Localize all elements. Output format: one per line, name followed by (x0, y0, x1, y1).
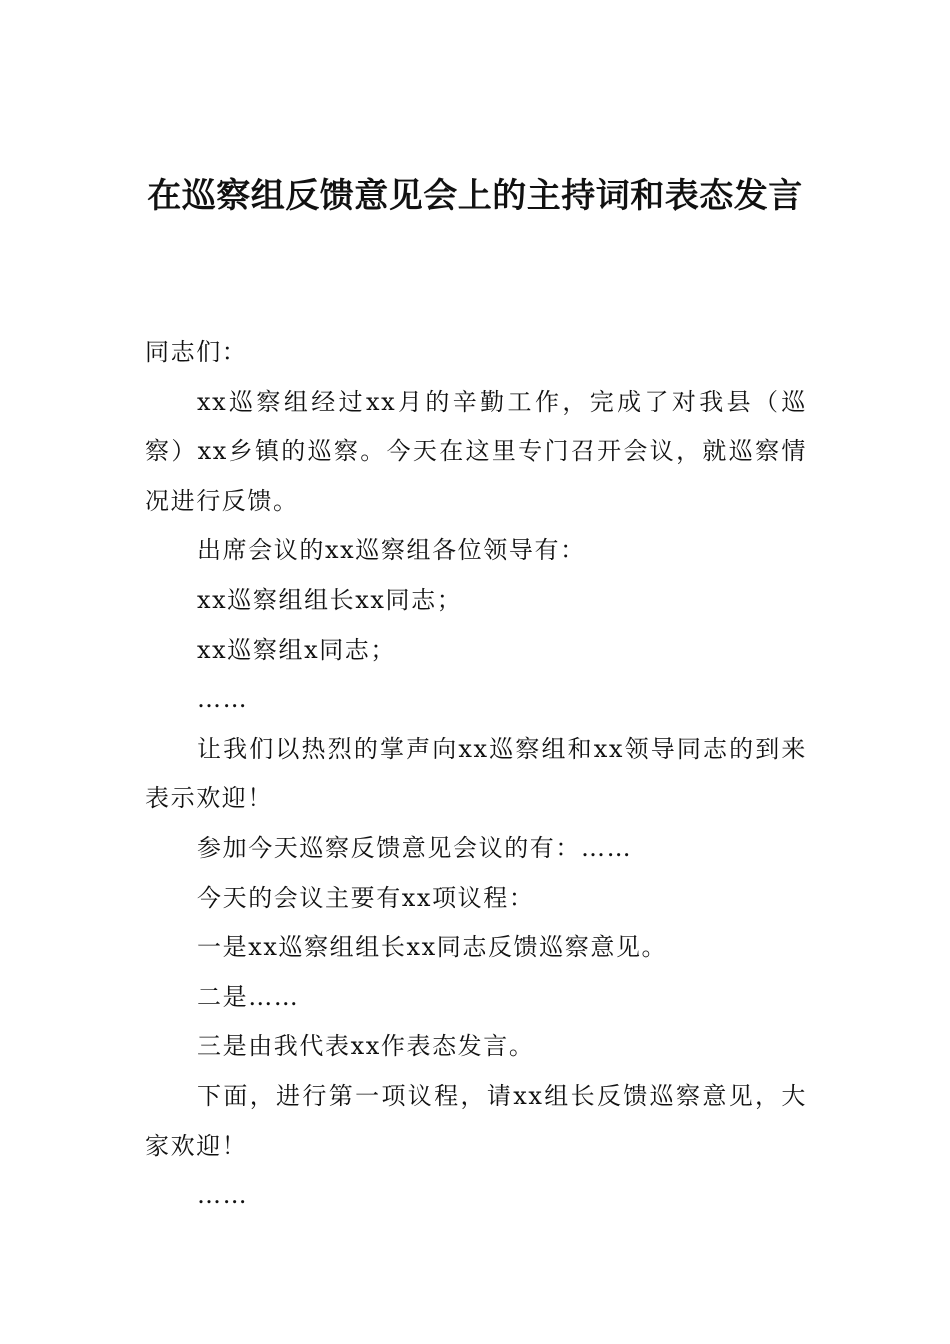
paragraph-ellipsis-2: …… (197, 1181, 249, 1210)
paragraph-intro: xx巡察组经过xx月的辛勤工作，完成了对我县（巡察）xx乡镇的巡察。今天在这里专门召开会议，就巡察情况进行反馈。 (145, 387, 807, 515)
document-title: 在巡察组反馈意见会上的主持词和表态发言 (147, 176, 803, 216)
salutation: 同志们： (145, 338, 248, 366)
paragraph-agenda-intro: 今天的会议主要有xx项议程： (197, 883, 535, 912)
paragraph-first-item: 下面，进行第一项议程，请xx组长反馈巡察意见，大家欢迎！ (145, 1081, 807, 1160)
paragraph-attendees-intro: 出席会议的xx巡察组各位领导有： (197, 536, 586, 565)
paragraph-participants: 参加今天巡察反馈意见会议的有：…… (197, 833, 633, 862)
paragraph-leader-1: xx巡察组组长xx同志； (197, 585, 463, 614)
paragraph-welcome: 让我们以热烈的掌声向xx巡察组和xx领导同志的到来表示欢迎！ (145, 734, 807, 813)
document-body (145, 328, 807, 1221)
paragraph-ellipsis-1: …… (197, 685, 249, 714)
paragraph-leader-2: xx巡察组x同志； (197, 635, 397, 664)
paragraph-agenda-1: 一是xx巡察组组长xx同志反馈巡察意见。 (197, 933, 668, 962)
paragraph-agenda-3: 三是由我代表xx作表态发言。 (197, 1032, 535, 1061)
paragraph-agenda-2: 二是…… (197, 982, 300, 1011)
